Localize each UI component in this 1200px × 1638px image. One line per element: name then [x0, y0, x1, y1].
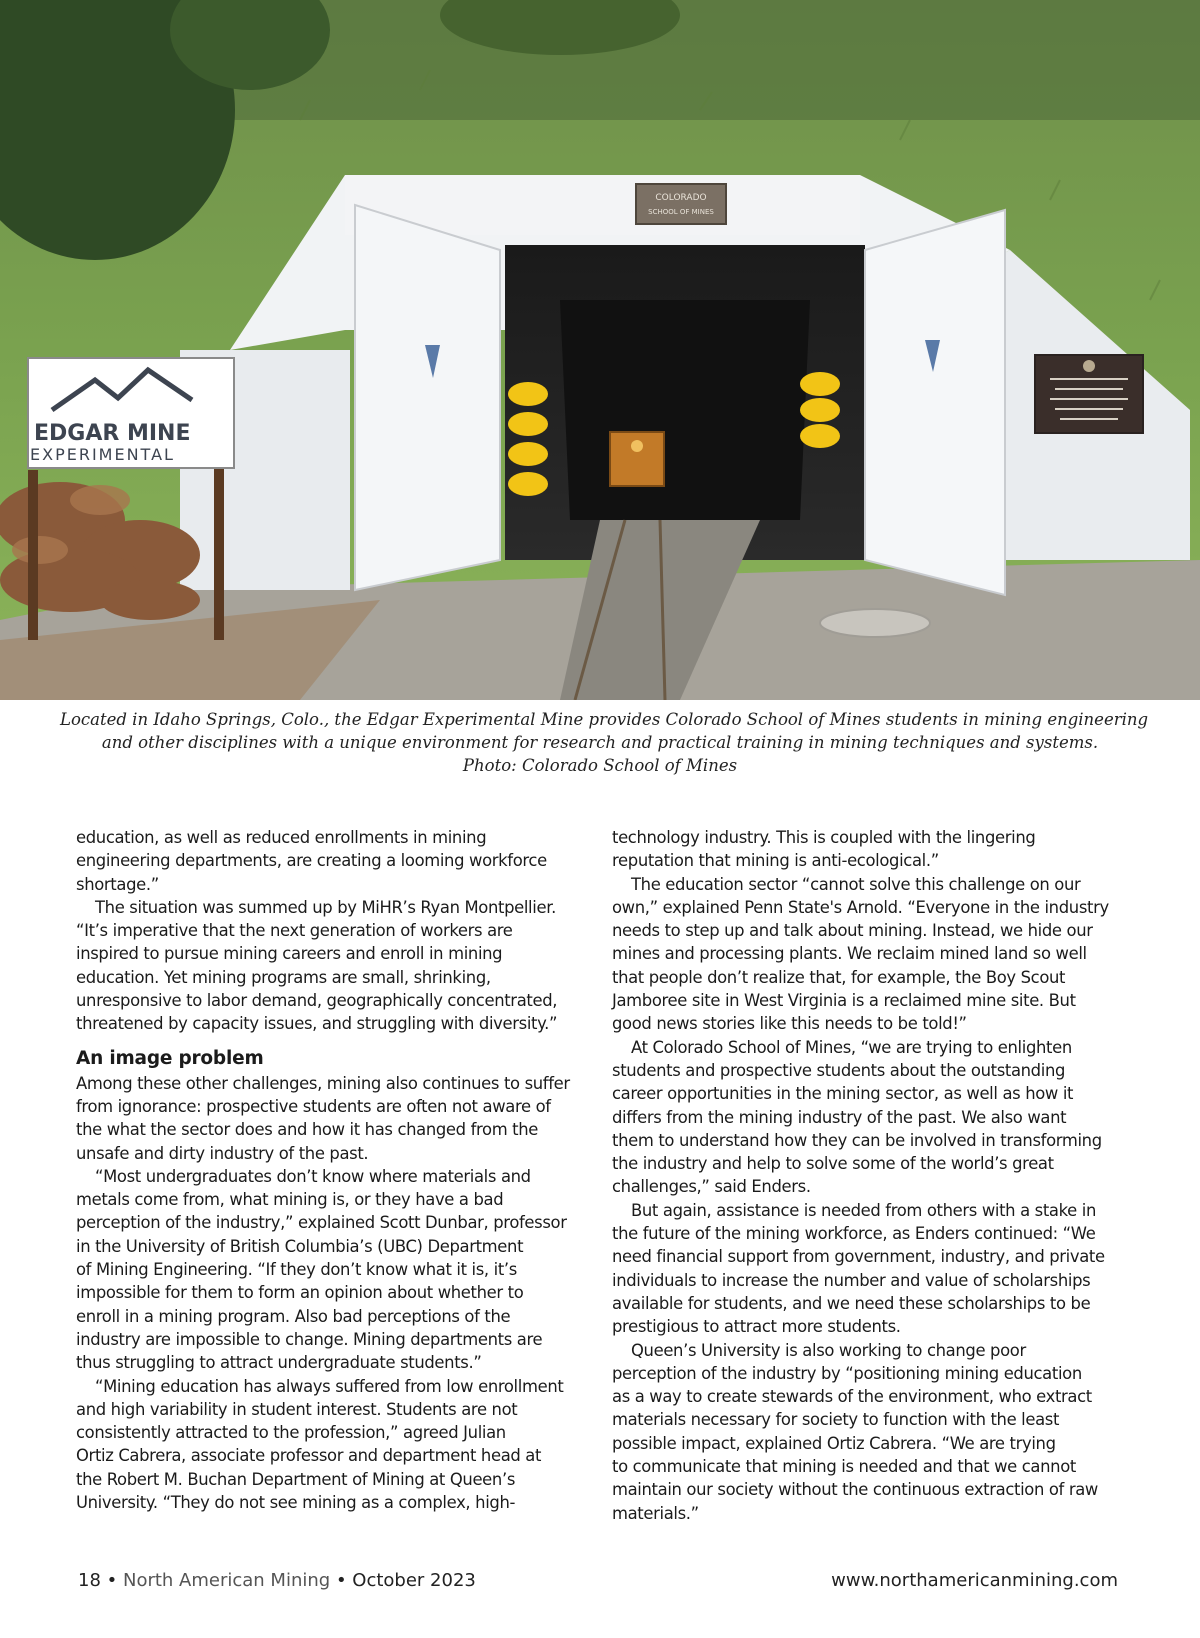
- text-line: maintain our society without the continuous extraction of raw: [612, 1480, 1098, 1500]
- text-line: mines and processing plants. We reclaim mined land so well: [612, 944, 1087, 964]
- text-line: individuals to increase the number and value of scholarships: [612, 1270, 1091, 1290]
- plaque-line1: COLORADO: [655, 193, 707, 203]
- text-line: Jamboree site in West Virginia is a reclaimed mine site. But: [612, 991, 1076, 1011]
- text-line: from ignorance: prospective students are often not aware of: [76, 1096, 551, 1116]
- article-column-left: [76, 826, 586, 1514]
- issue-date: • October 2023: [335, 1570, 476, 1591]
- text-line: threatened by capacity issues, and struggling with diversity.”: [76, 1014, 558, 1034]
- text-line: to communicate that mining is needed and that we cannot: [612, 1457, 1076, 1477]
- text-line: Ortiz Cabrera, associate professor and department head at: [76, 1446, 542, 1466]
- caption-line: and other disciplines with a unique environment for research and practical training in mining techniques and systems.: [101, 733, 1099, 752]
- text-line: career opportunities in the mining sector, as well as how it: [612, 1084, 1074, 1104]
- text-line: them to understand how they can be involved in transforming: [612, 1130, 1102, 1150]
- section-heading: An image problem: [76, 1047, 264, 1069]
- text-line: At Colorado School of Mines, “we are trying to enlighten: [631, 1037, 1072, 1057]
- website-url: www.northamericanmining.com: [831, 1570, 1118, 1591]
- text-line: materials necessary for society to function with the least: [612, 1410, 1060, 1430]
- text-line: University. “They do not see mining as a complex, high-: [76, 1493, 516, 1513]
- text-line: perception of the industry by “positioning mining education: [612, 1363, 1082, 1383]
- text-line: need financial support from government, industry, and private: [612, 1247, 1105, 1267]
- text-line: own,” explained Penn State's Arnold. “Everyone in the industry: [612, 897, 1109, 917]
- text-line: of Mining Engineering. “If they don’t know what it is, it’s: [76, 1260, 517, 1280]
- text-line: that people don’t realize that, for example, the Boy Scout: [612, 967, 1066, 987]
- text-line: enroll in a mining program. Also bad perceptions of the: [76, 1306, 511, 1326]
- text-line: industry are impossible to change. Mining departments are: [76, 1329, 543, 1349]
- text-line: impossible for them to form an opinion about whether to: [76, 1283, 524, 1303]
- text-line: Among these other challenges, mining also continues to suffer: [76, 1073, 570, 1093]
- text-line: The situation was summed up by MiHR’s Ryan Montpellier.: [95, 897, 556, 917]
- text-line: perception of the industry,” explained Scott Dunbar, professor: [76, 1213, 567, 1233]
- text-line: But again, assistance is needed from others with a stake in: [631, 1200, 1096, 1220]
- sign-line2: EXPERIMENTAL: [30, 445, 175, 464]
- footer-left: [78, 1570, 476, 1591]
- text-line: metals come from, what mining is, or they have a bad: [76, 1190, 504, 1210]
- text-line: The education sector “cannot solve this challenge on our: [631, 874, 1081, 894]
- page-footer: [78, 1570, 1118, 1591]
- text-line: and high variability in student interest. Students are not: [76, 1399, 518, 1419]
- text-line: “Most undergraduates don’t know where materials and: [95, 1166, 531, 1186]
- page-number: 18 •: [78, 1570, 118, 1591]
- text-line: the what the sector does and how it has changed from the: [76, 1120, 539, 1140]
- magazine-name: North American Mining: [122, 1570, 331, 1591]
- text-line: shortage.”: [76, 874, 159, 894]
- text-line: challenges,” said Enders.: [612, 1177, 811, 1197]
- text-line: students and prospective students about the outstanding: [612, 1060, 1066, 1080]
- sign-line1: EDGAR MINE: [34, 421, 191, 446]
- text-line: inspired to pursue mining careers and enroll in mining: [76, 944, 503, 964]
- text-line: education. Yet mining programs are small, shrinking,: [76, 967, 491, 987]
- text-line: materials.”: [612, 1503, 699, 1523]
- text-line: consistently attracted to the profession,” agreed Julian: [76, 1423, 506, 1443]
- text-line: possible impact, explained Ortiz Cabrera. “We are trying: [612, 1433, 1056, 1453]
- mine-entrance-photo: [0, 0, 1200, 700]
- caption-line: Located in Idaho Springs, Colo., the Edgar Experimental Mine provides Colorado School of Mines students in mining engineering: [60, 710, 1149, 729]
- text-line: unresponsive to labor demand, geographically concentrated,: [76, 991, 558, 1011]
- text-line: the industry and help to solve some of the world’s great: [612, 1154, 1054, 1174]
- plaque-line2: SCHOOL OF MINES: [648, 208, 714, 216]
- text-line: reputation that mining is anti-ecological.”: [612, 851, 939, 871]
- text-line: available for students, and we need these scholarships to be: [612, 1293, 1091, 1313]
- text-line: engineering departments, are creating a looming workforce: [76, 851, 547, 871]
- text-line: as a way to create stewards of the environment, who extract: [612, 1387, 1092, 1407]
- text-line: in the University of British Columbia’s (UBC) Department: [76, 1236, 524, 1256]
- text-line: needs to step up and talk about mining. Instead, we hide our: [612, 921, 1093, 941]
- text-line: “It’s imperative that the next generation of workers are: [76, 921, 513, 941]
- article-column-right: [612, 826, 1130, 1525]
- text-line: the future of the mining workforce, as Enders continued: “We: [612, 1224, 1096, 1244]
- text-line: differs from the mining industry of the past. We also want: [612, 1107, 1067, 1127]
- text-line: unsafe and dirty industry of the past.: [76, 1143, 369, 1163]
- text-line: prestigious to attract more students.: [612, 1317, 901, 1337]
- text-line: the Robert M. Buchan Department of Mining at Queen’s: [76, 1469, 516, 1489]
- text-line: technology industry. This is coupled with the lingering: [612, 828, 1036, 847]
- photo-caption: [60, 708, 1149, 777]
- text-line: education, as well as reduced enrollments in mining: [76, 828, 487, 847]
- caption-credit: Photo: Colorado School of Mines: [462, 756, 738, 775]
- text-line: good news stories like this needs to be told!”: [612, 1014, 967, 1034]
- text-line: “Mining education has always suffered from low enrollment: [95, 1376, 564, 1396]
- text-line: Queen’s University is also working to change poor: [631, 1340, 1026, 1360]
- text-line: thus struggling to attract undergraduate students.”: [76, 1353, 482, 1373]
